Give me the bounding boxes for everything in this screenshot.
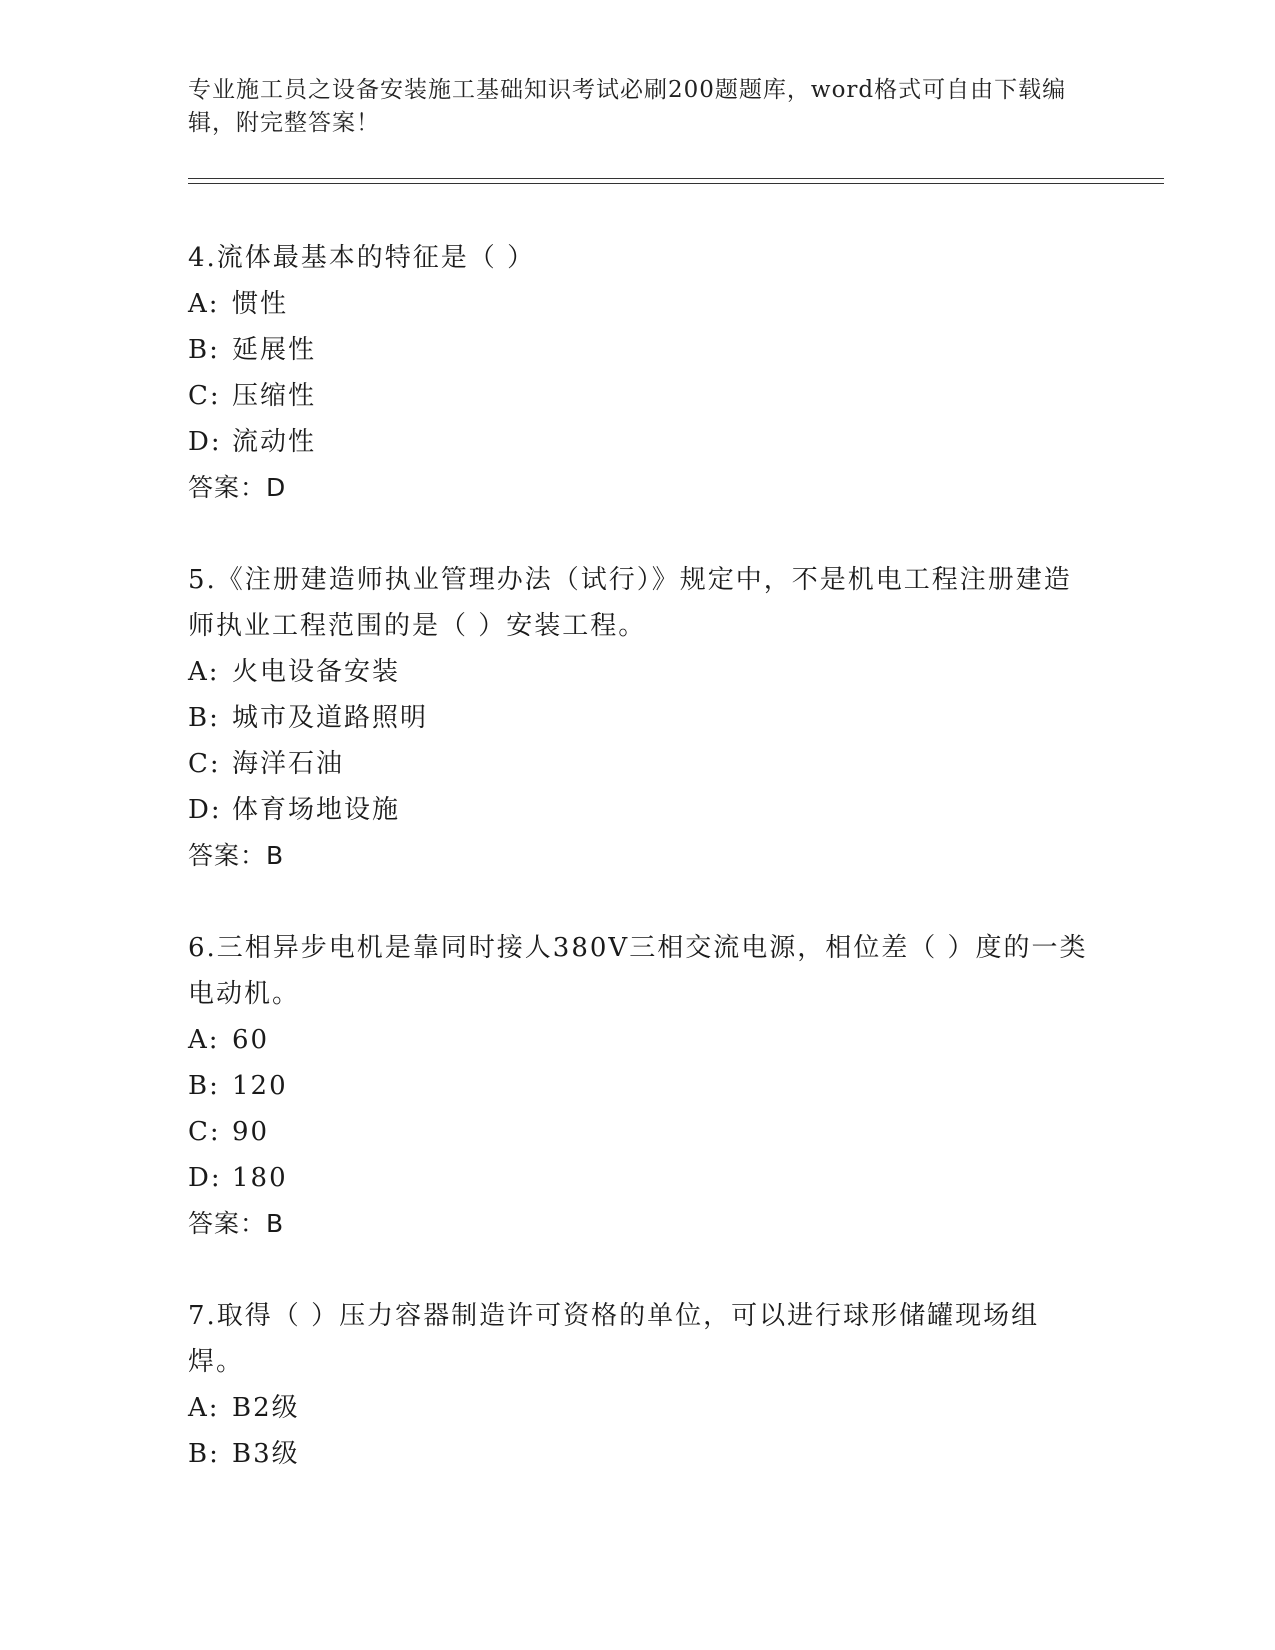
option-b — [188, 1063, 1088, 1109]
option-text: 流动性 — [232, 427, 317, 457]
option-text: 体育场地设施 — [232, 795, 401, 825]
option-letter: B: — [188, 335, 220, 365]
option-letter: B: — [188, 1439, 220, 1469]
option-c — [188, 373, 1088, 419]
option-text: 180 — [232, 1163, 288, 1193]
option-text: 压缩性 — [232, 381, 317, 411]
answer: 答案：D — [188, 473, 287, 502]
option-a — [188, 1385, 1088, 1431]
question-stem: 4.流体最基本的特征是（ ） — [188, 243, 536, 273]
option-letter: B: — [188, 703, 220, 733]
option-a — [188, 1017, 1088, 1063]
question-4 — [188, 235, 1088, 511]
option-a — [188, 649, 1088, 695]
option-text: 60 — [232, 1025, 270, 1055]
option-text: B2级 — [232, 1393, 300, 1423]
header-rule-bottom — [188, 183, 1164, 184]
option-letter: D: — [188, 427, 222, 457]
option-c — [188, 1109, 1088, 1155]
option-letter: A: — [188, 289, 220, 319]
answer: 答案：B — [188, 1209, 285, 1238]
question-5 — [188, 557, 1088, 879]
option-text: 海洋石油 — [232, 749, 345, 779]
option-letter: C: — [188, 749, 221, 779]
option-d — [188, 787, 1088, 833]
option-text: 120 — [232, 1071, 288, 1101]
option-a — [188, 281, 1088, 327]
question-stem: 6.三相异步电机是靠同时接人380V三相交流电源，相位差（ ）度的一类电动机。 — [188, 933, 1088, 1009]
option-text: 惯性 — [232, 289, 289, 319]
option-letter: D: — [188, 1163, 222, 1193]
option-c — [188, 741, 1088, 787]
question-7 — [188, 1293, 1088, 1477]
option-letter: C: — [188, 1117, 221, 1147]
option-letter: C: — [188, 381, 221, 411]
option-letter: A: — [188, 657, 220, 687]
header-rule-top — [188, 178, 1164, 179]
question-stem: 5.《注册建造师执业管理办法（试行）》规定中，不是机电工程注册建造师执业工程范围的是（ ）安装工程。 — [188, 565, 1072, 641]
option-text: 火电设备安装 — [232, 657, 401, 687]
document-header: 专业施工员之设备安装施工基础知识考试必刷200题题库，word格式可自由下载编辑，附完整答案！ — [188, 77, 1067, 136]
option-b — [188, 695, 1088, 741]
option-d — [188, 1155, 1088, 1201]
option-b — [188, 327, 1088, 373]
option-d — [188, 419, 1088, 465]
option-text: 延展性 — [232, 335, 317, 365]
option-b — [188, 1431, 1088, 1477]
option-letter: A: — [188, 1025, 220, 1055]
option-text: 城市及道路照明 — [232, 703, 429, 733]
question-6 — [188, 925, 1088, 1247]
option-letter: B: — [188, 1071, 220, 1101]
answer: 答案：B — [188, 841, 285, 870]
option-text: B3级 — [232, 1439, 300, 1469]
option-letter: D: — [188, 795, 222, 825]
option-text: 90 — [232, 1117, 270, 1147]
option-letter: A: — [188, 1393, 220, 1423]
question-stem: 7.取得（ ）压力容器制造许可资格的单位，可以进行球形储罐现场组焊。 — [188, 1301, 1040, 1377]
